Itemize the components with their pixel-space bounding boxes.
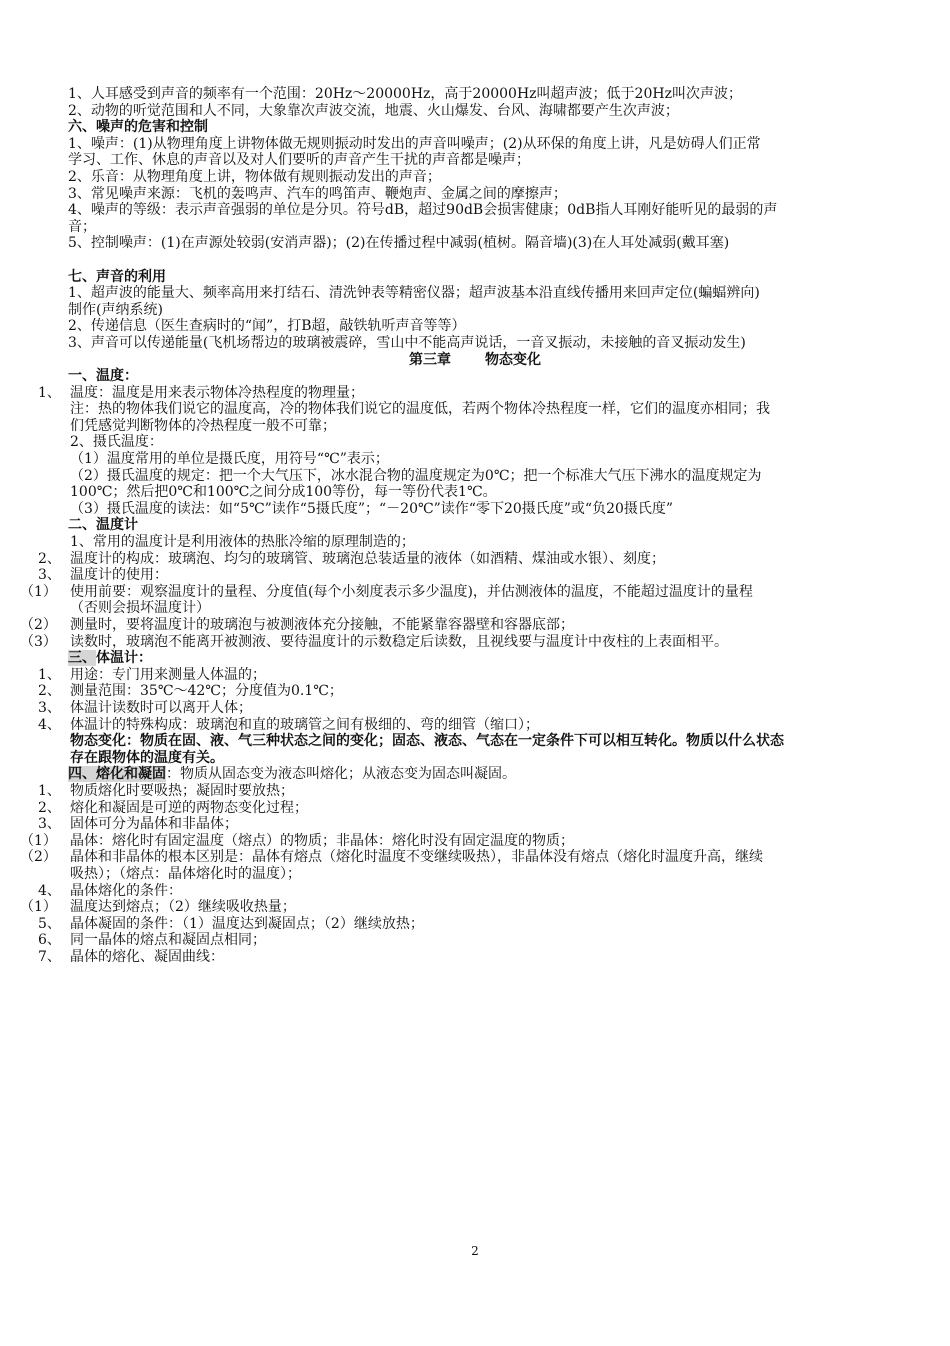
list-item xyxy=(0,899,950,916)
heading-text: 体温计： xyxy=(96,650,152,667)
list-text: 晶体熔化的条件： xyxy=(70,882,182,899)
list-text: 读数时，玻璃泡不能离开被测液、要待温度计的示数稳定后读数，且视线要与温度计中夜柱的上表面相平。 xyxy=(70,633,728,650)
list-number: 1、 xyxy=(38,384,61,401)
text-line: 2、乐音：从物理角度上讲，物体做有规则振动发出的声音； xyxy=(68,168,441,185)
text-line: 制作(声纳系统) xyxy=(68,301,163,318)
text-line: 2、动物的听觉范围和人不同，大象靠次声波交流，地震、火山爆发、台风、海啸都要产生次声波； xyxy=(68,102,679,119)
chapter-name: 物态变化 xyxy=(485,351,541,368)
text-line: 3、常见噪声来源：飞机的轰鸣声、汽车的鸣笛声、鞭炮声、金属之间的摩擦声； xyxy=(68,185,567,202)
list-item xyxy=(0,833,950,850)
list-number: 4、 xyxy=(38,716,61,733)
list-item xyxy=(0,667,950,684)
list-number: 3、 xyxy=(38,816,61,833)
list-item xyxy=(0,800,950,817)
list-item xyxy=(0,567,950,584)
list-item xyxy=(0,700,950,717)
list-number: （2） xyxy=(20,849,57,866)
text-line: 100℃；然后把0℃和100℃之间分成100等份，每一等份代表1℃。 xyxy=(70,484,497,501)
list-number: 7、 xyxy=(38,948,61,965)
list-item xyxy=(0,849,950,866)
list-text: 同一晶体的熔点和凝固点相同； xyxy=(70,932,266,949)
list-text: 物质熔化时要吸热；凝固时要放热； xyxy=(70,782,294,799)
bold-paragraph-line: 存在跟物体的温度有关。 xyxy=(70,749,224,766)
list-text: 温度：温度是用来表示物体冷热程度的物理量； xyxy=(70,384,364,401)
text-line: 2、传递信息（医生查病时的“闻”，打B超，敲铁轨听声音等等） xyxy=(68,318,466,335)
text-line: （2）摄氏温度的规定：把一个大气压下，冰水混合物的温度规定为0℃；把一个标准大气压下沸水的温度规定为 xyxy=(70,467,762,484)
document-body xyxy=(0,86,950,965)
section-heading xyxy=(0,766,950,783)
chapter-number: 第三章 xyxy=(409,351,451,368)
list-text: 测量范围：35℃～42℃；分度值为0.1℃； xyxy=(70,683,343,700)
section-heading xyxy=(0,650,950,667)
text-line: 1、人耳感受到声音的频率有一个范围：20Hz～20000Hz，高于20000Hz叫超声波；低于20Hz叫次声波； xyxy=(68,86,742,102)
list-text: 温度计的使用： xyxy=(70,567,168,584)
text-line: （否则会损坏温度计） xyxy=(70,600,210,617)
list-text: 晶体：熔化时有固定温度（熔点）的物质；非晶体：熔化时没有固定温度的物质； xyxy=(70,832,574,849)
list-text: 体温计的特殊构成：玻璃泡和直的玻璃管之间有极细的、弯的细管（缩口）； xyxy=(70,716,539,733)
list-item xyxy=(0,916,950,933)
blank-line xyxy=(0,252,950,269)
list-item xyxy=(0,816,950,833)
list-text: 熔化和凝固是可逆的两物态变化过程； xyxy=(70,799,308,816)
text-line: 1、常用的温度计是利用液体的热胀冷缩的原理制造的； xyxy=(70,534,415,551)
list-number: 3、 xyxy=(38,567,61,584)
section-heading: 二、温度计 xyxy=(68,517,138,534)
list-item xyxy=(0,783,950,800)
section-heading: 七、声音的利用 xyxy=(68,268,166,285)
list-item xyxy=(0,683,950,700)
list-number: 2、 xyxy=(38,550,61,567)
list-text: 晶体和非晶体的根本区别是：晶体有熔点（熔化时温度不变继续吸热），非晶体没有熔点（熔化时温度升高，继续 xyxy=(70,849,763,866)
text-line: 3、声音可以传递能量(飞机场帮边的玻璃被震碎，雪山中不能高声说话，一音叉振动，未接触的音叉振动发生) xyxy=(68,334,746,351)
list-text: 温度计的构成：玻璃泡、均匀的玻璃管、玻璃泡总装适量的液体（如酒精、煤油或水银）、刻度； xyxy=(70,550,665,567)
text-line: （1）温度常用的单位是摄氏度，用符号“℃”表示； xyxy=(70,451,389,468)
list-number: （2） xyxy=(20,617,57,633)
text-line: 注：热的物体我们说它的温度高，冷的物体我们说它的温度低，若两个物体冷热程度一样，它们的温度亦相同；我 xyxy=(70,401,770,418)
bold-paragraph-line: 物态变化：物质在固、液、气三种状态之间的变化；固态、液态、气态在一定条件下可以相互转化。物质以什么状态 xyxy=(70,733,784,750)
text-line: 们凭感觉判断物体的冷热程度一般不可靠； xyxy=(70,417,336,434)
heading-text: ：物质从固态变为液态叫熔化；从液态变为固态叫凝固。 xyxy=(166,766,516,783)
text-line: 1、噪声：(1)从物理角度上讲物体做无规则振动时发出的声音叫噪声；(2)从环保的角度上讲，凡是妨碍人们正常 xyxy=(68,135,761,152)
list-number: 2、 xyxy=(38,799,61,816)
page-number: 2 xyxy=(471,1244,479,1258)
list-number: （1） xyxy=(20,583,57,600)
list-number: 2、 xyxy=(38,683,61,700)
list-number: 6、 xyxy=(38,932,61,949)
text-line: （3）摄氏温度的读法：如“5℃”读作“5摄氏度”；“－20℃”读作“零下20摄氏度”或“负20摄氏度” xyxy=(70,500,674,517)
text-line: 学习、工作、休息的声音以及对人们要听的声音产生干扰的声音都是噪声； xyxy=(68,152,530,169)
list-number: （1） xyxy=(20,899,57,916)
list-item xyxy=(0,932,950,949)
section-heading: 六、噪声的危害和控制 xyxy=(68,119,208,136)
text-line: 2、摄氏温度： xyxy=(70,434,163,451)
chapter-title xyxy=(0,352,950,369)
list-item xyxy=(0,634,950,651)
list-number: 4、 xyxy=(38,882,61,899)
list-number: （3） xyxy=(20,633,57,650)
list-text: 测量时，要将温度计的玻璃泡与被测液体充分接触，不能紧靠容器壁和容器底部； xyxy=(70,617,574,633)
list-item xyxy=(0,584,950,601)
text-line: 4、噪声的等级：表示声音强弱的单位是分贝。符号dB，超过90dB会损害健康；0dB指人耳刚好能听见的最弱的声 xyxy=(68,202,778,219)
list-item xyxy=(0,385,950,402)
text-line: 吸热）；（熔点：晶体熔化时的温度）； xyxy=(70,865,301,882)
list-text: 用途：专门用来测量人体温的； xyxy=(70,666,266,683)
list-text: 固体可分为晶体和非晶体； xyxy=(70,816,238,833)
list-item xyxy=(0,617,950,634)
list-text: 使用前要：观察温度计的量程、分度值(每个小刻度表示多少温度)，并估测液体的温度，不能超过温度计的量程 xyxy=(70,583,753,600)
text-line: 音； xyxy=(68,218,96,235)
list-number: 3、 xyxy=(38,699,61,716)
list-text: 温度达到熔点；（2）继续吸收热量； xyxy=(70,899,296,916)
list-text: 晶体凝固的条件：（1）温度达到凝固点；（2）继续放热； xyxy=(70,915,424,932)
section-heading: 一、温度： xyxy=(68,368,138,385)
list-number: 1、 xyxy=(38,782,61,799)
text-line: 1、超声波的能量大、频率高用来打结石、清洗钟表等精密仪器；超声波基本沿直线传播用来回声定位(蝙蝠辨向) xyxy=(68,285,760,302)
text-line: 5、控制噪声：(1)在声源处较弱(安消声器)；(2)在传播过程中减弱(植树。隔音墙)(3)在人耳处减弱(戴耳塞) xyxy=(68,235,730,252)
list-item xyxy=(0,717,950,734)
list-item xyxy=(0,883,950,900)
list-number: 5、 xyxy=(38,915,61,932)
list-number: （1） xyxy=(20,832,57,849)
list-item xyxy=(0,949,950,966)
highlighted-heading: 四、熔化和凝固 xyxy=(68,766,166,783)
list-number: 1、 xyxy=(38,666,61,683)
list-text: 晶体的熔化、凝固曲线： xyxy=(70,948,224,965)
list-item xyxy=(0,551,950,568)
highlighted-text: 三、 xyxy=(68,650,96,667)
list-text: 体温计读数时可以离开人体； xyxy=(70,699,252,716)
